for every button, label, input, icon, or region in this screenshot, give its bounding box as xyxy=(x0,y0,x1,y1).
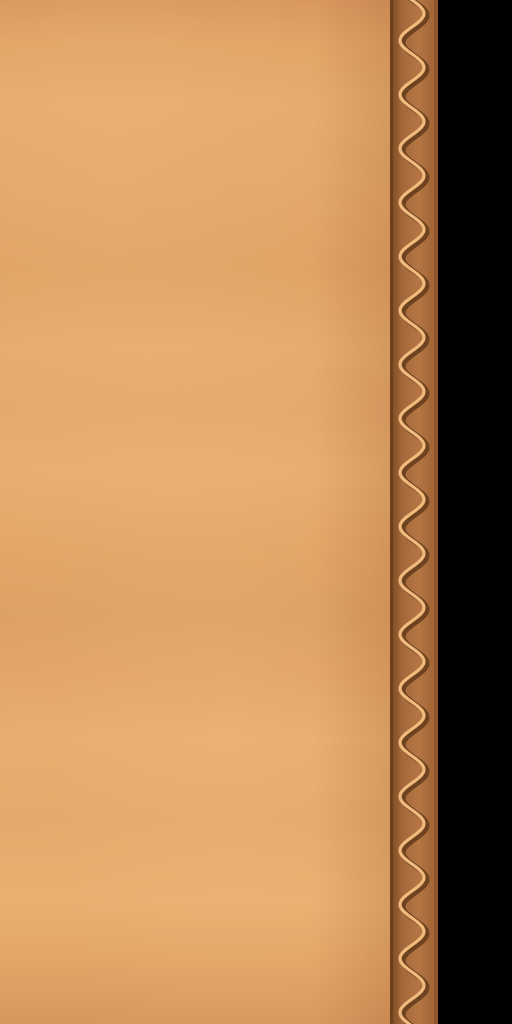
decorative-wave-border xyxy=(390,0,438,1024)
wave-border-graphic xyxy=(390,0,438,1024)
black-margin xyxy=(438,0,512,1024)
border-inner-edge xyxy=(390,0,393,1024)
